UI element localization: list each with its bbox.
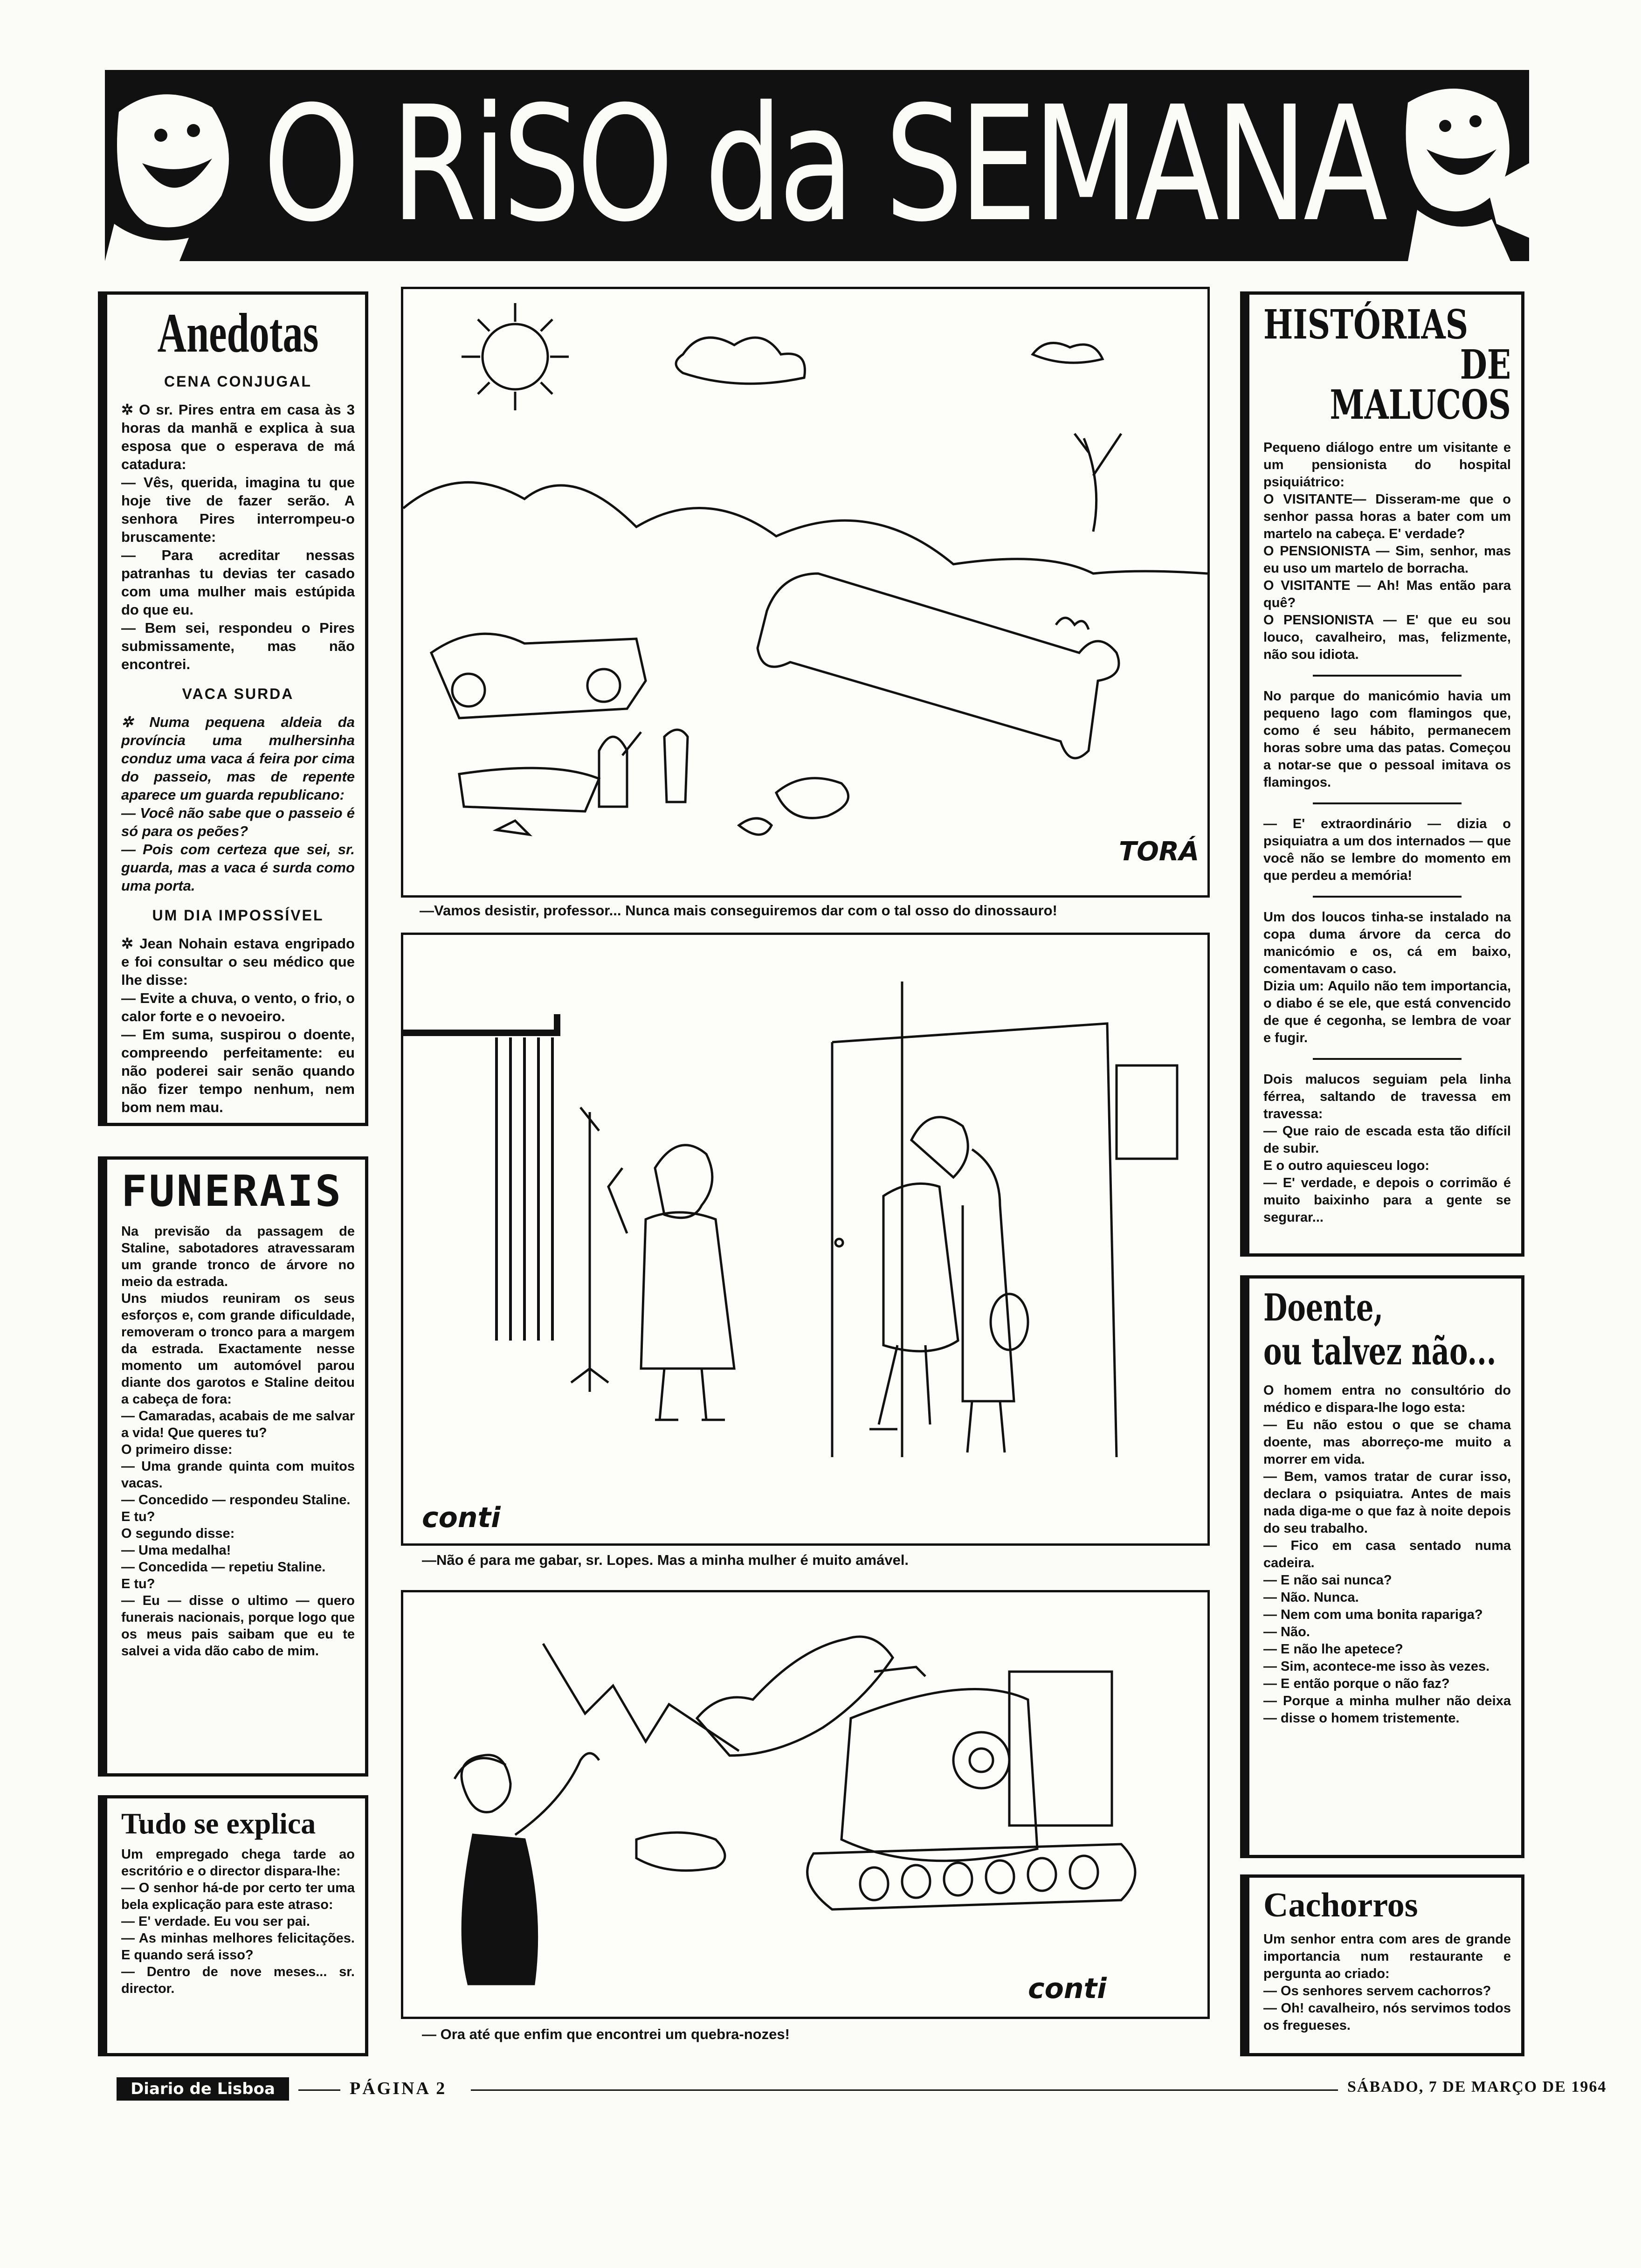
paragraph: O homem entra no consultório do médico e dispara-lhe logo esta: <box>1263 1383 1511 1415</box>
paragraph: — E então porque o não faz? <box>1263 1676 1450 1691</box>
footer-rule <box>471 2089 1338 2091</box>
paragraph: — As minhas melhores felicitações. E quando será isso? <box>121 1931 355 1963</box>
paragraph: — Uma grande quinta com muitos vacas. <box>121 1459 355 1491</box>
doente-title-line1: Doente, <box>1263 1286 1384 1329</box>
cartoon-door-greeting <box>401 933 1210 1546</box>
paragraph: — Concedida — repetiu Staline. <box>121 1560 326 1575</box>
door-greeting-illustration <box>403 935 1207 1543</box>
historias-title-line2: DE MALUCOS <box>1330 341 1511 429</box>
cartoon-caption: — Ora até que enfim que encontrei um quebra-nozes! <box>422 2026 790 2042</box>
paragraph: E o outro aquiesceu logo: <box>1263 1158 1430 1173</box>
doente-box <box>1240 1275 1524 1858</box>
story-heading: VACA SURDA <box>182 685 294 702</box>
paragraph: — Em suma, suspirou o doente, compreendo perfeitamente: eu não poderei sair senão quando não fizer tempo nenhum, nem bom nem mau. <box>121 1026 355 1115</box>
story-text <box>121 934 355 1116</box>
paragraph: — Pois com certeza que sei, sr. guarda, mas a vaca é surda como uma porta. <box>121 841 355 894</box>
paragraph: Uns miudos reuniram os seus esforços e, com grande dificuldade, removeram o tronco para a margem da estrada. Exactamente nesse momento um automóvel parou diante dos garotos e Staline deitou a cabeça de fora: <box>121 1291 355 1407</box>
funerais-title: FUNERAIS <box>121 1166 343 1216</box>
paragraph: O VISITANTE— Disseram-me que o senhor passa horas a bater com um martelo na cabeça. E' verdade? <box>1263 492 1511 541</box>
paragraph: Dizia um: Aquilo não tem importancia, o diabo é se ele, que está convencido de que é cegonha, se lembra de voar e fugir. <box>1263 979 1511 1045</box>
paragraph: — Oh! cavalheiro, nós servimos todos os fregueses. <box>1263 2001 1511 2033</box>
signature: conti <box>422 1501 501 1534</box>
paragraph: ✲ Jean Nohain estava engripado e foi consultar o seu médico que lhe disse: <box>121 935 355 988</box>
paragraph: Um empregado chega tarde ao escritório e o director dispara-lhe: <box>121 1847 355 1879</box>
masthead-title: O RiSO da SEMANA <box>262 72 1384 257</box>
paragraph: — Evite a chuva, o vento, o frio, o calor forte e o nevoeiro. <box>121 990 355 1024</box>
doente-title-line2: ou talvez não... <box>1263 1329 1496 1373</box>
paragraph: — Vês, querida, imagina tu que hoje tive de fazer serão. A senhora Pires interrompeu-o bruscamente: <box>121 474 355 545</box>
paragraph: — O senhor há-de por certo ter uma bela explicação para este atraso: <box>121 1881 355 1912</box>
anedotas-box <box>98 291 368 1126</box>
historias-title-line1: HISTÓRIAS <box>1263 301 1469 348</box>
paragraph: — E' verdade, e depois o corrimão é muito baixinho para a gente se segurar... <box>1263 1175 1511 1225</box>
story-text <box>121 401 355 673</box>
paragraph: — Eu não estou o que se chama doente, mas aborreço-me muito a morrer em vida. <box>1263 1418 1511 1467</box>
cartoon-caption: —Vamos desistir, professor... Nunca mais conseguiremos dar com o tal osso do dinossauro! <box>420 902 1057 919</box>
cachorros-box <box>1240 1874 1524 2056</box>
paragraph: — Não. Nunca. <box>1263 1590 1359 1605</box>
paragraph: — Uma medalha! <box>121 1543 231 1558</box>
paragraph: — Concedido — respondeu Staline. <box>121 1493 351 1507</box>
paragraph: — Eu — disse o ultimo — quero funerais nacionais, porque logo que os meus pais saibam que eu te salvei a vida dão cabo de mim. <box>121 1593 355 1659</box>
cartoon-excavator <box>401 1590 1210 2019</box>
paragraph: No parque do manicómio havia um pequeno lago com flamingos que, como é seu hábito, permanecem horas sobre uma das patas. Começou a notar-se que o pessoal imitava os flamingos. <box>1263 689 1511 790</box>
cachorros-text <box>1263 1931 1511 2034</box>
separator <box>1313 675 1462 677</box>
masthead <box>105 70 1529 261</box>
cachorros-title: Cachorros <box>1263 1886 1418 1924</box>
story-text <box>121 713 355 895</box>
paragraph: O segundo disse: <box>121 1526 235 1541</box>
paragraph: — Para acreditar nessas patranhas tu devias ter casado com uma mulher mais estúpida do que eu. <box>121 547 355 618</box>
paragraph: — Bem, vamos tratar de curar isso, declara o psiquiatra. Antes de mais nada diga-me o que faz à noite depois do seu trabalho. <box>1263 1469 1511 1536</box>
paragraph: — E não lhe apetece? <box>1263 1642 1403 1657</box>
separator <box>1313 802 1462 804</box>
paragraph: — Porque a minha mulher não deixa — disse o homem tristemente. <box>1263 1694 1511 1726</box>
paragraph: — Que raio de escada esta tão difícil de subir. <box>1263 1124 1511 1156</box>
paragraph: E tu? <box>121 1509 155 1524</box>
separator <box>1313 1058 1462 1060</box>
paragraph: Um senhor entra com ares de grande importancia num restaurante e pergunta ao criado: <box>1263 1932 1511 1981</box>
footer-rule <box>298 2089 340 2091</box>
paragraph: E tu? <box>121 1577 155 1591</box>
paragraph: — Fico em casa sentado numa cadeira. <box>1263 1538 1511 1570</box>
excavator-illustration <box>403 1592 1207 2017</box>
historias-text <box>1263 439 1511 1226</box>
paragraph: ✲ Numa pequena aldeia da província uma mulhersinha conduz uma vaca á feira por cima do passeio, mas de repente aparece um guarda republicano: <box>121 714 355 803</box>
paragraph: — Você não sabe que o passeio é só para os peões? <box>121 805 355 839</box>
paragraph: Na previsão da passagem de Staline, sabotadores atravessaram um grande tronco de árvore no meio da estrada. <box>121 1224 355 1289</box>
paragraph: — Camaradas, acabais de me salvar a vida! Que queres tu? <box>121 1409 355 1440</box>
paragraph: Dois malucos seguiam pela linha férrea, saltando de travessa em travessa: <box>1263 1072 1511 1121</box>
signature: conti <box>1028 1972 1107 2005</box>
paragraph: — Nem com uma bonita rapariga? <box>1263 1607 1483 1622</box>
paragraph: ✲ O sr. Pires entra em casa às 3 horas da manhã e explica à sua esposa que o esperava de má catadura: <box>121 401 355 472</box>
anedotas-title: Anedotas <box>157 302 319 364</box>
paragraph: — E' verdade. Eu vou ser pai. <box>121 1914 310 1929</box>
cartoon-caption: —Não é para me gabar, sr. Lopes. Mas a minha mulher é muito amável. <box>422 1552 909 1568</box>
historias-box <box>1240 291 1524 1257</box>
paragraph: Um dos loucos tinha-se instalado na copa duma árvore da cerca do manicómio e os, cá em baixo, comentavam o caso. <box>1263 910 1511 976</box>
tudo-title: Tudo se explica <box>121 1807 316 1840</box>
funerais-text <box>121 1223 355 1660</box>
laughing-face-right-illustration <box>1389 70 1529 261</box>
paragraph: — E' extraordinário — dizia o psiquiatra a um dos internados — que você não se lembre do momento em que perdeu a memória! <box>1263 816 1511 883</box>
tudo-se-explica-box <box>98 1795 368 2056</box>
story-heading: CENA CONJUGAL <box>164 373 312 390</box>
paragraph: O PENSIONISTA — Sim, senhor, mas eu uso um martelo de borracha. <box>1263 544 1511 576</box>
page-number: PÁGINA 2 <box>350 2079 447 2098</box>
paragraph: O PENSIONISTA — E' que eu sou louco, cavalheiro, mas, felizmente, não sou idiota. <box>1263 613 1511 662</box>
separator <box>1313 896 1462 898</box>
paragraph: — Os senhores servem cachorros? <box>1263 1984 1491 1998</box>
paragraph: Pequeno diálogo entre um visitante e um pensionista do hospital psiquiátrico: <box>1263 440 1511 490</box>
paragraph: — E não sai nunca? <box>1263 1573 1392 1588</box>
signature: TORÁ <box>1119 837 1200 867</box>
issue-date: SÁBADO, 7 DE MARÇO DE 1964 <box>1347 2078 1607 2095</box>
doente-text <box>1263 1382 1511 1727</box>
paragraph: — Dentro de nove meses... sr. director. <box>121 1964 355 1996</box>
newspaper-logo: Diario de Lisboa <box>117 2077 289 2101</box>
page-footer <box>117 2077 1607 2105</box>
paragraph: — Bem sei, respondeu o Pires submissamente, mas não encontrei. <box>121 620 355 672</box>
paragraph: O VISITANTE — Ah! Mas então para quê? <box>1263 578 1511 610</box>
story-heading: UM DIA IMPOSSÍVEL <box>152 907 324 924</box>
paragraph: — Não. <box>1263 1625 1310 1639</box>
paragraph: O primeiro disse: <box>121 1442 233 1457</box>
dinosaur-dig-illustration <box>403 289 1207 895</box>
tudo-text <box>121 1846 355 1997</box>
cartoon-dinosaur-dig <box>401 287 1210 898</box>
funerais-box <box>98 1156 368 1777</box>
paragraph: — Sim, acontece-me isso às vezes. <box>1263 1659 1490 1674</box>
